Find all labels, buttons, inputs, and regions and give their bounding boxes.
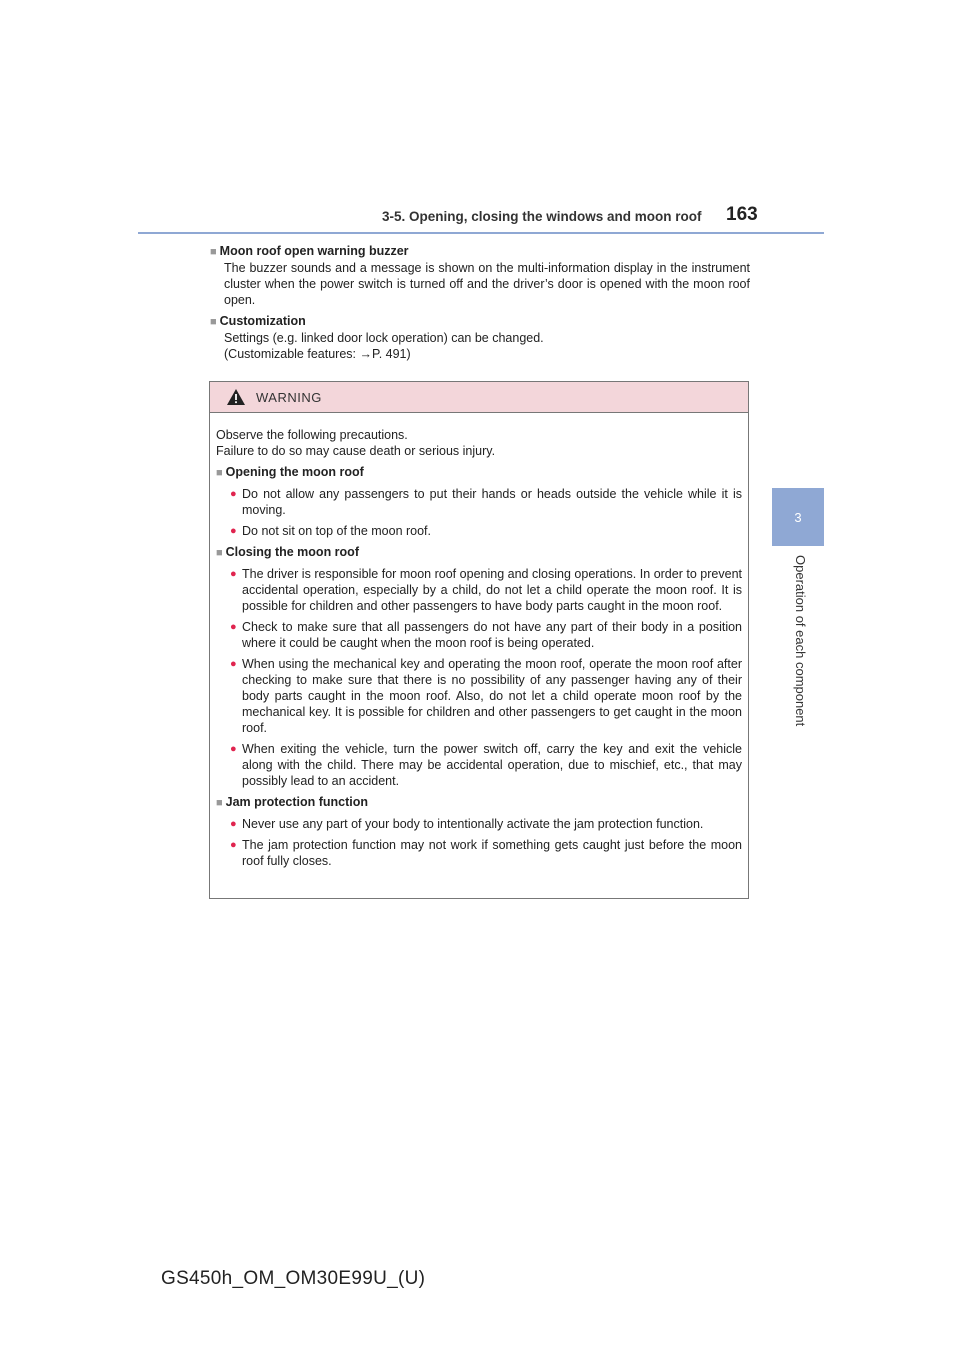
note-link-text[interactable]: (Customizable features: →P. 491) bbox=[224, 347, 411, 361]
note-heading: ■ Customization bbox=[210, 314, 306, 328]
list-item: ● Check to make sure that all passengers do not have any part of their body in a position where it could be caught when the moon roof is being operated. bbox=[230, 620, 742, 650]
bullet-dot-icon: ● bbox=[230, 525, 237, 537]
warning-section-heading: ■ Jam protection function bbox=[216, 795, 369, 809]
square-bullet-icon: ■ bbox=[210, 246, 217, 258]
list-item: ● When exiting the vehicle, turn the power switch off, carry the key and exit the vehicle along with the child. There may be accidental operation, due to mischief, etc., that may possibly lead to an accident. bbox=[230, 742, 742, 788]
warning-intro: Failure to do so may cause death or serious injury. bbox=[216, 444, 496, 458]
chapter-number: 3 bbox=[794, 509, 802, 525]
warning-section-heading: ■ Opening the moon roof bbox=[216, 465, 364, 479]
square-bullet-icon: ■ bbox=[216, 797, 223, 809]
bullet-dot-icon: ● bbox=[230, 621, 237, 633]
bullet-dot-icon: ● bbox=[230, 488, 237, 500]
list-item: ● The jam protection function may not work if something gets caught just before the moon roof fully closes. bbox=[230, 838, 742, 868]
bullet-dot-icon: ● bbox=[230, 839, 237, 851]
bullet-dot-icon: ● bbox=[230, 818, 237, 830]
list-item: ● Do not allow any passengers to put their hands or heads outside the vehicle while it is moving. bbox=[230, 487, 742, 517]
list-item: ● Do not sit on top of the moon roof. bbox=[230, 524, 432, 538]
warning-body bbox=[210, 413, 748, 869]
note-heading: ■ Moon roof open warning buzzer bbox=[210, 244, 409, 258]
section-title: 3-5. Opening, closing the windows and moon roof bbox=[382, 209, 702, 224]
note-text: Settings (e.g. linked door lock operation) can be changed. bbox=[224, 331, 544, 345]
warning-box bbox=[209, 381, 749, 899]
document-code: GS450h_OM_OM30E99U_(U) bbox=[161, 1268, 426, 1289]
note-text: The buzzer sounds and a message is shown on the multi-information display in the instrument cluster when the power switch is turned off and the driver’s door is opened with the moon roof open. bbox=[224, 261, 750, 307]
intro-notes bbox=[210, 243, 750, 362]
warning-section-heading: ■ Closing the moon roof bbox=[216, 545, 359, 559]
chapter-tab[interactable] bbox=[772, 488, 824, 546]
list-item: ● When using the mechanical key and operating the moon roof, operate the moon roof after checking to make sure that there is no possibility of any passenger having any of their body parts caught in the moon roof. Also, do not let a child operate moon roof by the mechanical key. It is possible for children and other passengers to get caught in the moon roof. bbox=[230, 657, 742, 735]
warning-header bbox=[210, 382, 748, 413]
header-divider bbox=[138, 232, 824, 234]
bullet-dot-icon: ● bbox=[230, 658, 237, 670]
list-item: ● The driver is responsible for moon roof opening and closing operations. In order to prevent accidental operation, especially by a child, do not let a child operate the moon roof. It is possible for children and other passengers to have body parts caught in the moon roof. bbox=[230, 567, 742, 613]
warning-label: WARNING bbox=[256, 389, 322, 405]
warning-intro: Observe the following precautions. bbox=[216, 428, 408, 442]
square-bullet-icon: ■ bbox=[216, 467, 223, 479]
warning-triangle-icon bbox=[226, 388, 246, 406]
list-item: ● Never use any part of your body to intentionally activate the jam protection function. bbox=[230, 817, 704, 831]
square-bullet-icon: ■ bbox=[210, 316, 217, 328]
square-bullet-icon: ■ bbox=[216, 547, 223, 559]
page-number: 163 bbox=[726, 204, 758, 225]
bullet-dot-icon: ● bbox=[230, 568, 237, 580]
chapter-label: Operation of each component bbox=[793, 555, 808, 727]
bullet-dot-icon: ● bbox=[230, 743, 237, 755]
